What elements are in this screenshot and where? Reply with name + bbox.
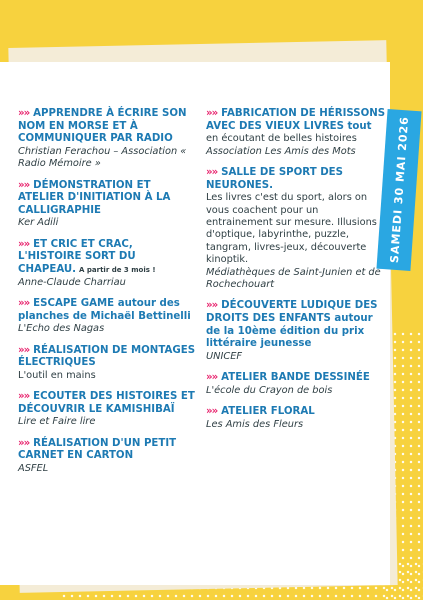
arrow-icon: »» xyxy=(206,300,218,312)
activity-item xyxy=(206,108,386,158)
activity-organizer: Anne-Claude Charriau xyxy=(18,276,126,288)
arrow-icon: »» xyxy=(206,372,218,384)
activity-title-text: APPRENDRE À ÉCRIRE SON NOM EN MORSE ET À COMMUNIQUER PAR RADIO xyxy=(18,108,187,145)
activity-title-text: SALLE DE SPORT DES NEURONES. xyxy=(206,167,343,191)
activity-title xyxy=(206,372,386,385)
arrow-icon: »» xyxy=(18,344,30,356)
activity-organizer: Christian Ferachou – Association « Radio Mémoire » xyxy=(18,145,187,170)
arrow-icon: »» xyxy=(18,391,30,403)
activity-organizer: Médiathèques de Saint-Junien et de Rochechouart xyxy=(206,266,381,291)
activity-organizer: UNICEF xyxy=(206,350,243,362)
arrow-icon: »» xyxy=(206,167,218,178)
activity-title xyxy=(206,108,386,133)
activity-title xyxy=(18,438,196,463)
activity-title-suffix: tout xyxy=(347,120,372,132)
activity-title-text: ESCAPE GAME xyxy=(33,297,115,309)
arrow-icon: »» xyxy=(206,108,218,119)
activity-item xyxy=(206,300,386,363)
activity-title-text: FABRICATION DE HÉRISSONS AVEC DES VIEUX LIVRES xyxy=(206,108,386,132)
activity-organizer: L'Echo des Nagas xyxy=(18,323,105,335)
activity-title-text: ATELIER FLORAL xyxy=(221,406,315,418)
activity-organizer: Lire et Faire lire xyxy=(18,416,96,428)
activity-item xyxy=(18,391,196,429)
activity-item xyxy=(18,108,196,171)
activity-organizer: Ker Adili xyxy=(18,217,59,229)
arrow-icon: »» xyxy=(18,108,30,119)
activity-organizer: L'outil en mains xyxy=(18,369,96,381)
activity-title xyxy=(18,345,196,370)
activity-title xyxy=(18,239,196,277)
activity-description: en écoutant de belles histoires xyxy=(206,133,357,145)
activity-title-text: ECOUTER DES HISTOIRES ET DÉCOUVRIR LE KAMISHIBAÏ xyxy=(18,391,195,415)
arrow-icon: »» xyxy=(18,297,30,309)
activity-item xyxy=(206,372,386,397)
activity-item xyxy=(206,406,386,431)
arrow-icon: »» xyxy=(206,406,218,418)
arrow-icon: »» xyxy=(18,437,30,449)
activity-title-text: ET CRIC ET CRAC, L'HISTOIRE SORT DU CHAPEAU. xyxy=(18,238,136,275)
activity-item xyxy=(18,345,196,383)
activity-title-suffix: autour des planches de Michaël Bettinelli xyxy=(18,297,191,322)
activity-item xyxy=(18,298,196,336)
activity-organizer: Association Les Amis des Mots xyxy=(206,145,356,157)
activity-title-text: ATELIER BANDE DESSINÉE xyxy=(221,372,370,384)
activity-item xyxy=(18,438,196,476)
activity-title xyxy=(18,180,196,218)
age-note: A partir de 3 mois ! xyxy=(79,265,156,274)
activity-title xyxy=(18,298,196,323)
activity-organizer: Les Amis des Fleurs xyxy=(206,418,304,430)
activity-title xyxy=(206,406,386,419)
arrow-icon: »» xyxy=(18,238,30,250)
activity-title xyxy=(18,108,196,146)
activity-item xyxy=(18,180,196,230)
activity-organizer: L'école du Crayon de bois xyxy=(206,384,333,396)
activity-title xyxy=(206,167,386,192)
right-column xyxy=(206,108,386,440)
activity-organizer: ASFEL xyxy=(18,462,49,474)
activity-title-text: DÉCOUVERTE LUDIQUE DES DROITS DES ENFANTS xyxy=(206,300,378,325)
activity-title xyxy=(18,391,196,416)
left-column xyxy=(18,108,196,484)
date-label: SAMEDI 30 MAI 2026 xyxy=(387,116,411,264)
activity-item xyxy=(18,239,196,289)
activity-title-text: RÉALISATION DE MONTAGES ÉLECTRIQUES xyxy=(18,344,196,369)
activity-title-suffix: autour de la 10ème édition du prix littéraire jeunesse xyxy=(206,313,373,350)
activity-title-text: DÉMONSTRATION ET ATELIER D'INITIATION À LA CALLIGRAPHIE xyxy=(18,179,171,216)
activity-title xyxy=(206,300,386,350)
activity-title-text: RÉALISATION D'UN PETIT CARNET EN CARTON xyxy=(18,437,177,462)
activity-item xyxy=(206,167,386,291)
arrow-icon: »» xyxy=(18,179,30,191)
activity-description: Les livres c'est du sport, alors on vous coachent pour un entrainement sur mesure. Illusions d'optique, labyrinthe, puzzle, tangram, livres-jeux, découverte kinoptik. xyxy=(206,192,377,266)
